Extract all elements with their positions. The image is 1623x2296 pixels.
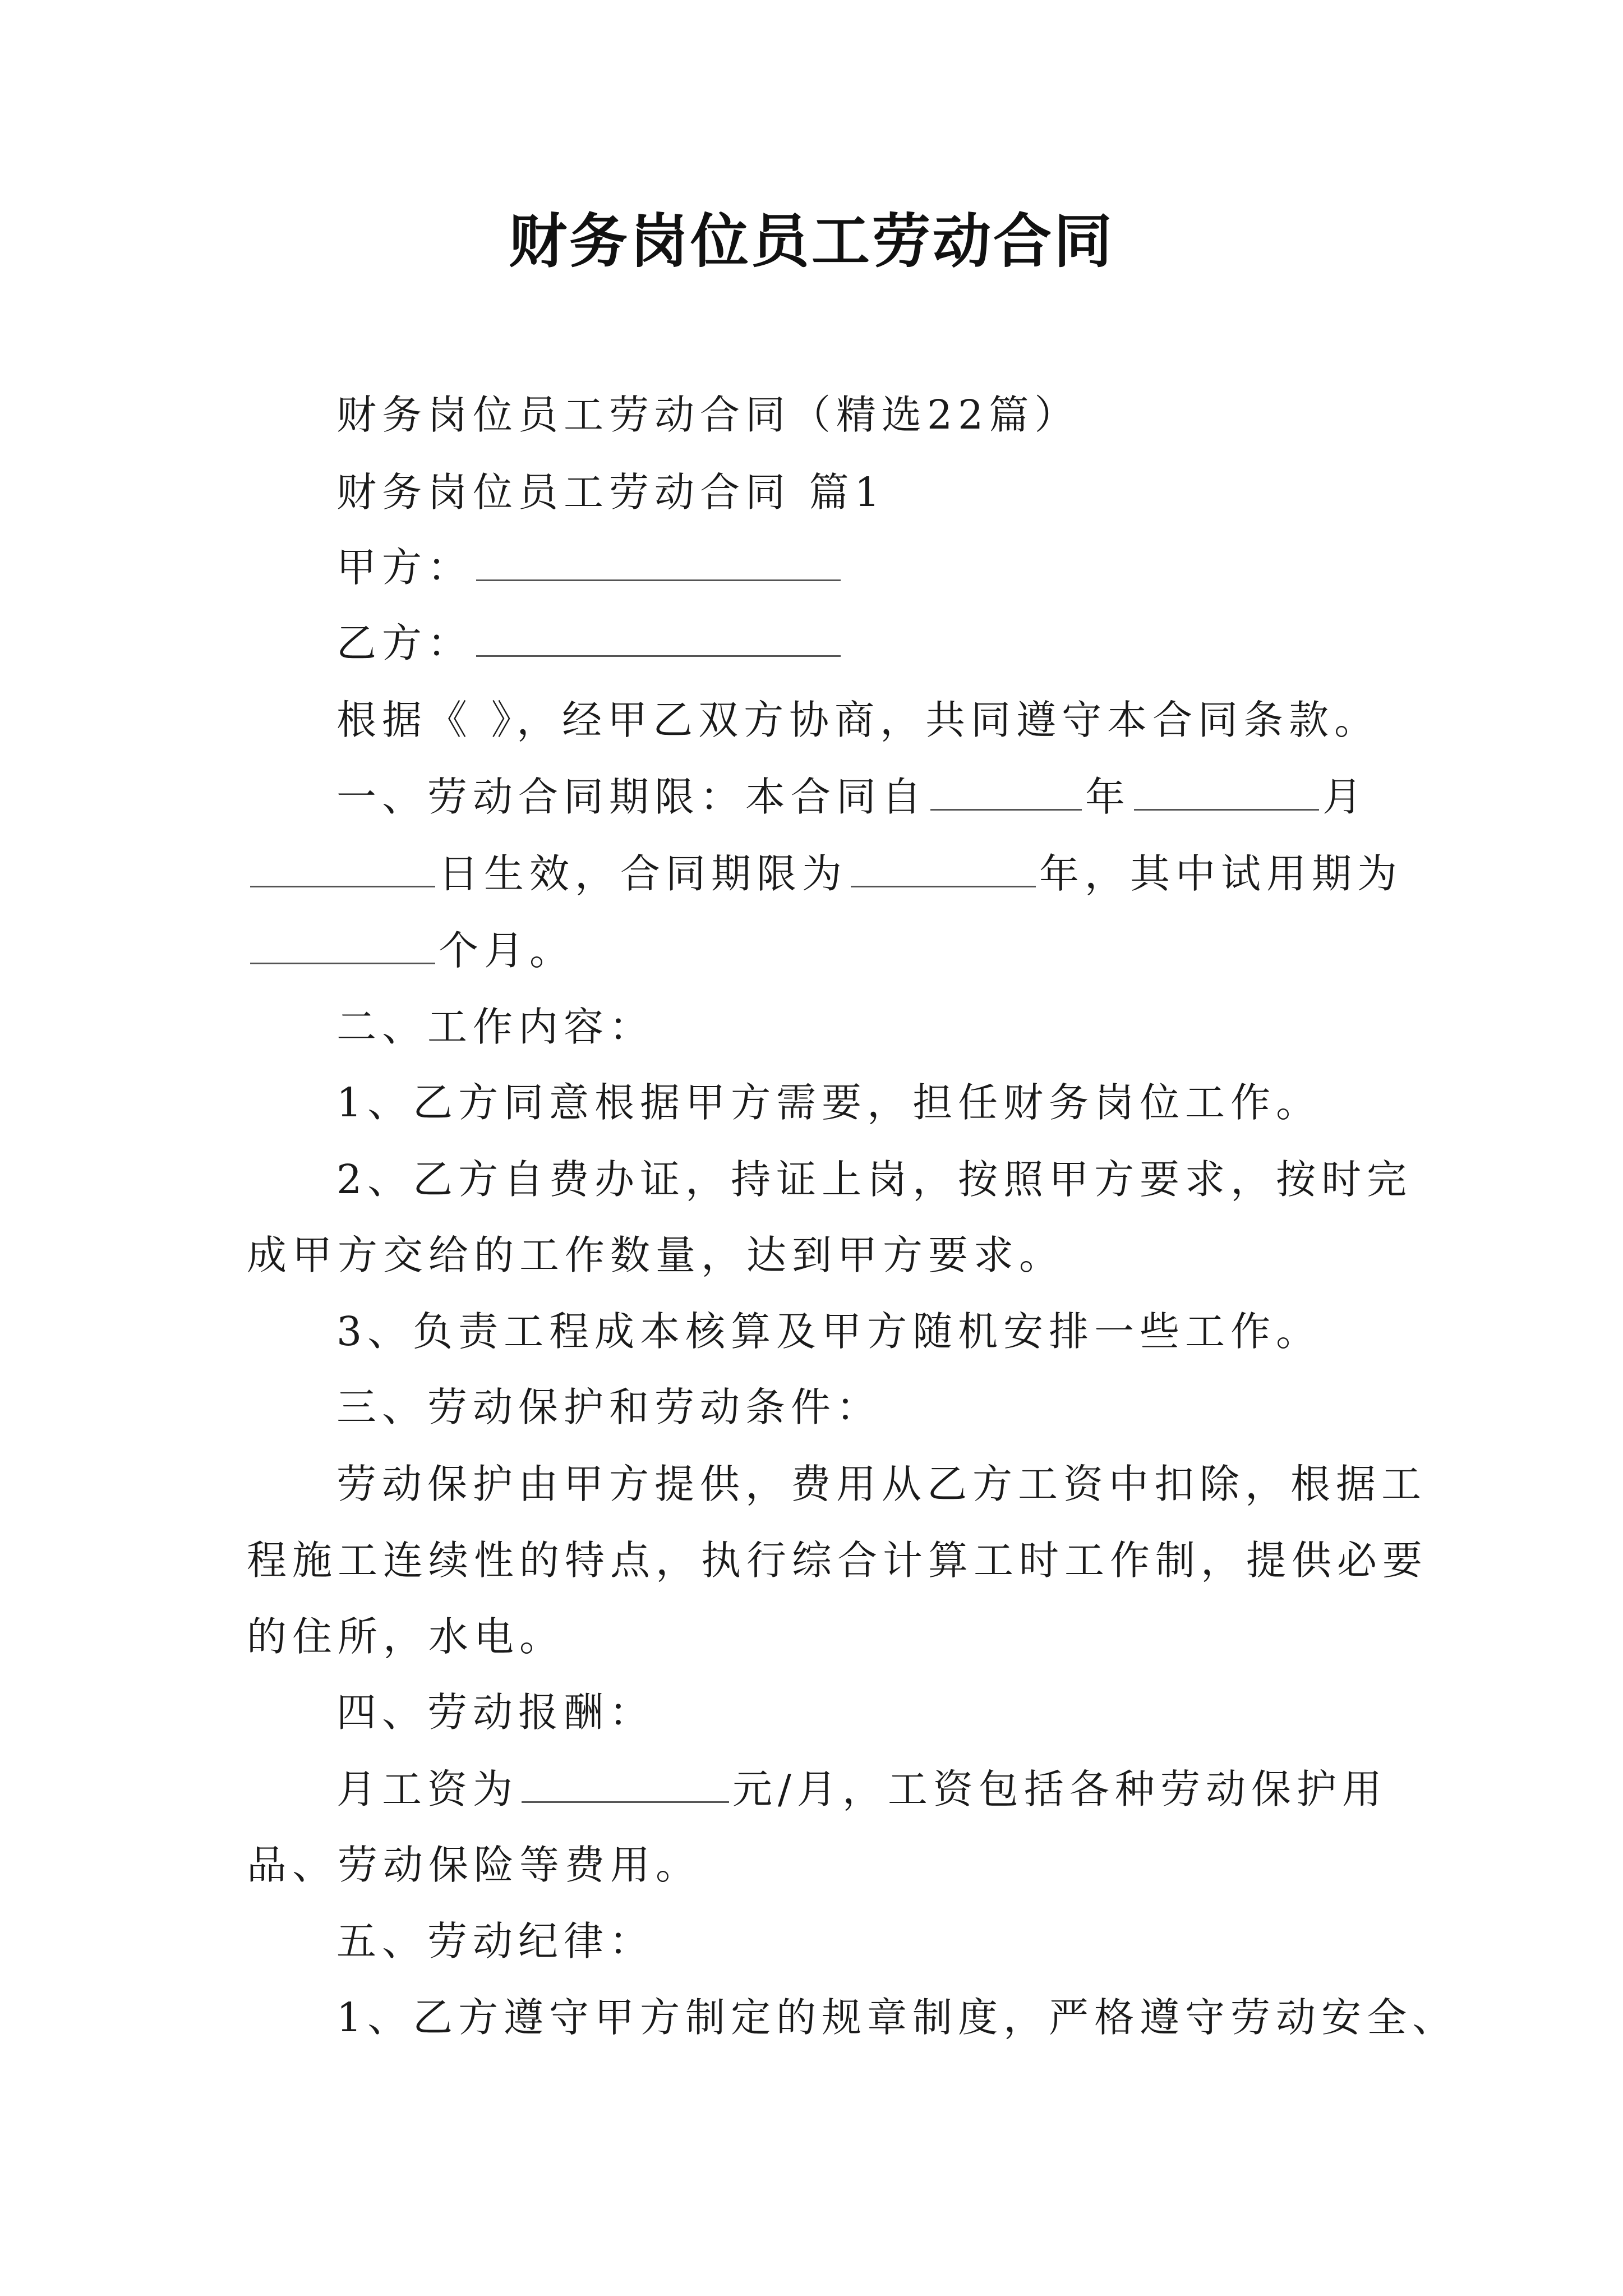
salary-blank [522, 1764, 729, 1803]
clause1-line3 [247, 920, 575, 982]
preamble: 根据《 》，经甲乙双方协商，共同遵守本合同条款。 [336, 697, 1380, 743]
clause2-item3: 3、负责工程成本核算及甲方随机安排一些工作。 [336, 1308, 1322, 1355]
clause2-heading: 二、工作内容： [336, 1004, 655, 1050]
clause4-heading: 四、劳动报酬： [336, 1689, 655, 1736]
clause1-text-f: 个月。 [439, 927, 575, 974]
clause1-probation-blank [250, 925, 435, 964]
clause1-text-b: 年 [1085, 774, 1131, 820]
clause4-text-a: 月工资为 [336, 1766, 519, 1812]
party-a-blank [476, 542, 841, 581]
clause4-text-b: 元/月，工资包括各种劳动保护用 [732, 1766, 1387, 1812]
clause3-body-line1: 劳动保护由甲方提供，费用从乙方工资中扣除，根据工 [336, 1461, 1427, 1507]
clause2-item2-line1: 2、乙方自费办证，持证上岗，按照甲方要求，按时完 [336, 1156, 1413, 1203]
clause1-text-a: 一、劳动合同期限：本合同自 [336, 774, 928, 820]
clause5-item1: 1、乙方遵守甲方制定的规章制度，严格遵守劳动安全、 [336, 1994, 1458, 2041]
clause3-heading: 三、劳动保护和劳动条件： [336, 1384, 882, 1430]
clause1-line1 [336, 766, 1368, 828]
clause1-term-blank [851, 848, 1036, 887]
party-b-label: 乙方： [336, 620, 473, 666]
clause3-body-line2: 程施工连续性的特点，执行综合计算工时工作制，提供必要 [247, 1537, 1428, 1584]
clause1-line2 [247, 843, 1403, 905]
document-title: 财务岗位员工劳动合同 [508, 207, 1114, 275]
clause1-text-e: 年，其中试用期为 [1039, 850, 1403, 897]
clause1-start-day-blank [250, 848, 435, 887]
clause4-body-line1 [336, 1759, 1387, 1820]
party-a-line [336, 537, 844, 599]
document-subtitle: 财务岗位员工劳动合同（精选22篇） [336, 392, 1080, 438]
section-heading: 财务岗位员工劳动合同 篇1 [336, 469, 886, 516]
clause2-item2-line2: 成甲方交给的工作数量，达到甲方要求。 [247, 1232, 1065, 1278]
clause1-start-year-blank [930, 771, 1082, 811]
party-a-label: 甲方： [336, 544, 473, 591]
clause3-body-line3: 的住所，水电。 [247, 1613, 565, 1660]
clause2-item1: 1、乙方同意根据甲方需要，担任财务岗位工作。 [336, 1079, 1322, 1126]
clause1-text-c: 月 [1322, 774, 1368, 820]
clause1-text-d: 日生效，合同期限为 [439, 850, 848, 897]
party-b-line [336, 613, 844, 674]
party-b-blank [476, 618, 841, 657]
clause5-heading: 五、劳动纪律： [336, 1918, 655, 1964]
clause4-body-line2: 品、劳动保险等费用。 [247, 1842, 702, 1888]
clause1-start-month-blank [1134, 771, 1319, 811]
